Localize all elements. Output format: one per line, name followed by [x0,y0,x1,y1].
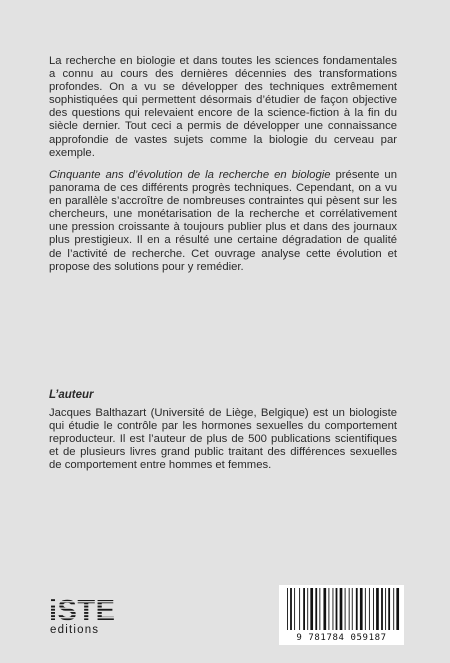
barcode-bar [376,588,379,630]
barcode-bar [385,588,386,630]
barcode-bar [336,588,338,630]
isbn-barcode [279,585,404,645]
barcode-bar [290,588,292,630]
barcode-bar [323,588,326,630]
barcode-bar [396,588,399,630]
paragraph-text: Jacques Balthazart (Université de Liège, Belgique) est un biologiste qui étudie le contrôle par les hormones sexuelles du comportement reproducteur. Il est l’auteur de plus de 500 publications scientifiques et de plusieurs livres grand public traitant des différences sexuelles de comportement entre hommes et femmes. [49,407,397,472]
book-title-italic: Cinquante ans d’évolution de la recherche en biologie [49,169,331,181]
author-bio [49,407,397,472]
barcode-bar [345,588,346,630]
paragraph-text [49,169,397,274]
barcode-bar [356,588,358,630]
barcode-bar [360,588,363,630]
barcode-bar [381,588,383,630]
barcode-bar [310,588,313,630]
barcode-bar [352,588,353,630]
barcode-bar [373,588,374,630]
logo-sub-text: editions [50,624,100,636]
barcode-bar [393,588,394,630]
description-paragraph-1 [49,55,397,160]
barcode-bar [303,588,305,630]
barcode-bar [328,588,329,630]
barcode-bar [315,588,317,630]
barcode-bars [279,585,404,632]
barcode-bar [287,588,288,630]
barcode-bar [307,588,308,630]
barcode-bar [299,588,300,630]
logo-main-text: iSTE [49,596,116,627]
description-paragraph-2 [49,169,397,274]
barcode-bar [319,588,320,630]
iste-logo-graphic [49,596,141,636]
barcode-bar [349,588,350,630]
barcode-bar [365,588,366,630]
barcode-bar [388,588,390,630]
paragraph-rest: présente un panorama de ces différents progrès techniques. Cependant, on a vu en parallèle s’accroître de nombreuses contraintes qui pèsent sur les chercheurs, une monétarisation de la recherche et corrélativement une pression croissante à toujours publier plus et dans des journaux plus prestigieux. Il en a résulté une certaine dégradation de qualité de l’activité de recherche. Cet ouvrage analyse cette évolution et propose des solutions pour y remédier. [49,169,397,273]
barcode-bar [294,588,295,630]
paragraph-text: La recherche en biologie et dans toutes les sciences fondamentales a connu au cours des dernières décennies des transformations profondes. On a vu se développer des techniques extrêmement sophistiquées qui permettent désormais d’étudier de façon objective des questions qui relevaient encore de la science-fiction à la fin du siècle dernier. Tout ceci a permis de développer une connaissance approfondie de vastes sujets comme la biologie du cerveau par exemple. [49,55,397,159]
publisher-logo [49,596,141,636]
barcode-digits: 9 781784 059187 [296,633,387,643]
barcode-bar [333,588,334,630]
barcode-bar [369,588,370,630]
barcode-bar [340,588,343,630]
author-heading: L’auteur [49,389,94,401]
